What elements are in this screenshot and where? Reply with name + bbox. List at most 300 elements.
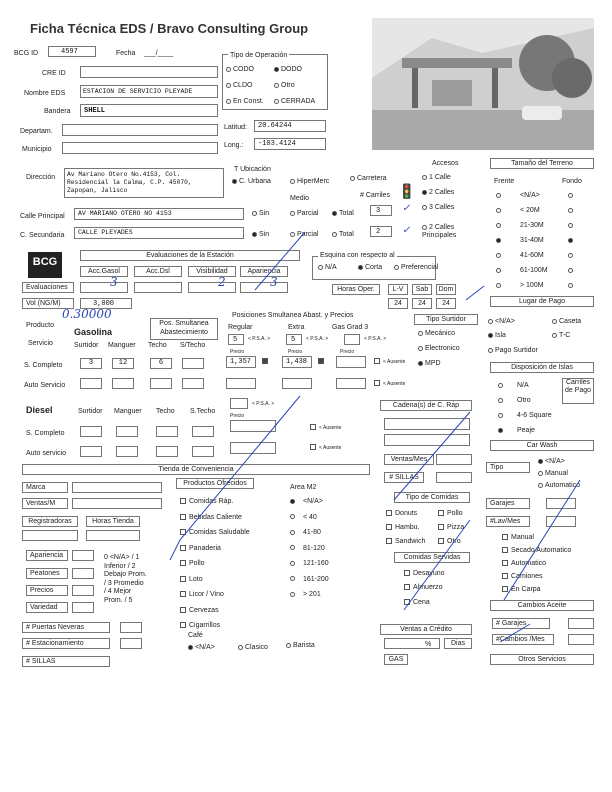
terreno-range-label: 31-40M — [520, 237, 544, 244]
bandera-field[interactable] — [80, 104, 218, 117]
latitud-field[interactable] — [254, 120, 326, 132]
departam-label: Departam. — [20, 128, 53, 135]
apariencia-field[interactable] — [72, 550, 94, 561]
tipo-comidas-header: Tipo de Comidas — [394, 492, 470, 503]
frente-option[interactable] — [496, 207, 503, 214]
comida-pizza[interactable]: Pizza — [438, 524, 464, 531]
eval-col-field[interactable] — [240, 282, 288, 293]
cadena-field-1[interactable] — [384, 418, 470, 430]
regular-label: Regular — [228, 324, 253, 331]
radio-icon — [350, 176, 355, 181]
otros-servicios-header: Otros Servicios — [490, 654, 594, 665]
checkbox-icon — [386, 538, 392, 544]
sec-parcial[interactable]: Parcial — [290, 231, 318, 238]
extra-psa-field[interactable]: 5 — [286, 334, 302, 345]
diesel-precio-label: Precio — [230, 413, 245, 419]
esquina-label: Esquina con respecto al — [320, 252, 395, 259]
disposicion-square[interactable]: 4-6 Square — [498, 412, 552, 419]
diesel-sc-ausente[interactable]: < Ausente — [310, 424, 341, 431]
longitud-field[interactable] — [254, 138, 326, 150]
producto-option[interactable] — [180, 498, 233, 505]
vol-value: 3,000 — [93, 300, 115, 308]
latitud-value: 20.64244 — [258, 122, 292, 130]
bcg-id-field[interactable] — [48, 46, 96, 57]
comida-hambu[interactable]: Hambu. — [386, 524, 420, 531]
rating-scale-line: 0 <N/A> / 1 — [104, 554, 140, 561]
esquina-corta[interactable]: Corta — [358, 264, 382, 271]
ubicacion-carretera[interactable]: Carretera — [350, 175, 387, 182]
eval-handwritten: 3 — [110, 275, 118, 289]
tipo-op-cldo[interactable]: CLDO — [226, 82, 252, 89]
gas-col-label: S/Techo — [180, 342, 206, 349]
checkbox-checked-icon — [318, 358, 324, 364]
checkbox-icon — [502, 547, 508, 553]
auto-regular-field[interactable] — [226, 378, 256, 389]
apariencia-label: Apariencia — [26, 550, 68, 561]
car-wash-tipo-label: Tipo — [486, 462, 530, 473]
checkbox-icon — [502, 560, 508, 566]
credito-percent-field[interactable]: % — [384, 638, 440, 649]
car-wash-automatico[interactable]: Automatico — [538, 482, 580, 489]
marca-field[interactable] — [72, 482, 162, 493]
gas-s-completo-field[interactable]: 12 — [112, 358, 134, 369]
cafe-na[interactable]: <N/A> — [188, 644, 215, 651]
radio-icon — [274, 99, 279, 104]
radio-icon — [290, 592, 295, 597]
regular-checkbox[interactable] — [262, 358, 271, 365]
gas-s-completo-field[interactable]: 6 — [150, 358, 172, 369]
latitud-label: Latitud: — [224, 124, 247, 131]
estacionamiento-field[interactable] — [120, 638, 142, 649]
radio-icon — [568, 283, 573, 288]
radio-icon — [488, 348, 493, 353]
cre-id-label: CRE ID — [42, 70, 66, 77]
checkbox-icon — [310, 424, 316, 430]
gas-station-image — [372, 18, 594, 150]
page-title: Ficha Técnica EDS / Bravo Consulting Group — [30, 21, 309, 36]
frente-option[interactable] — [496, 252, 503, 259]
grad3-precio-field[interactable] — [336, 356, 366, 368]
producto-label: Cervezas — [189, 606, 219, 614]
acceso-2-calles[interactable]: 2 Calles — [422, 189, 454, 196]
medio-sin[interactable]: Sin — [252, 210, 269, 217]
direccion-field[interactable] — [64, 168, 224, 198]
producto-option[interactable] — [180, 622, 220, 629]
radio-selected-icon — [418, 361, 423, 366]
producto-label: Comidas Saludable — [189, 529, 250, 536]
municipio-field[interactable] — [62, 142, 218, 154]
diesel-auto-stecho[interactable] — [192, 446, 214, 457]
radio-icon — [568, 268, 573, 273]
diesel-sc-precio[interactable] — [230, 420, 276, 432]
area-option[interactable] — [290, 529, 321, 536]
rating-scale-line: / 3 Promedio — [104, 579, 144, 587]
producto-option[interactable] — [180, 545, 221, 552]
auto-stecho-field[interactable] — [182, 378, 204, 389]
eval-col-label: Acc.Gasol — [80, 266, 128, 277]
registradoras-field[interactable] — [22, 530, 78, 541]
bandera-value: SHELL — [84, 107, 106, 115]
radio-selected-icon — [274, 67, 279, 72]
tipo-op-en-const[interactable]: En Const. — [226, 98, 264, 105]
horas-day-label: Sab — [412, 284, 432, 295]
grad3-psa-label: < P.S.A. > — [364, 336, 387, 342]
tipo-op-otro[interactable]: Otro — [274, 82, 295, 89]
comidas-servidas-header: Comidas Servidas — [394, 552, 470, 563]
radio-icon — [496, 283, 501, 288]
fondo-option[interactable] — [568, 237, 575, 244]
diesel-auto-precio[interactable] — [230, 442, 276, 454]
fondo-option[interactable] — [568, 192, 575, 199]
fondo-option[interactable] — [568, 282, 575, 289]
cafe-clasico[interactable]: Clasico — [238, 644, 268, 651]
area-option[interactable] — [290, 514, 317, 521]
radio-icon — [290, 514, 295, 519]
esquina-na[interactable]: N/A — [318, 264, 337, 271]
auto-surtidor-field[interactable] — [80, 378, 102, 389]
precios-label: Posiciones Smultanea Abast. y Precios — [232, 312, 354, 319]
comida-sandwich[interactable]: Sandwich — [386, 538, 425, 545]
car-wash-extra-option[interactable] — [502, 547, 571, 554]
diesel-psa-label: < P.S.A. > — [252, 401, 275, 407]
fondo-option[interactable] — [568, 222, 575, 229]
checkbox-icon — [180, 576, 186, 582]
cambios-mes-field[interactable] — [568, 634, 594, 645]
frente-option[interactable] — [496, 237, 503, 244]
fecha-label: Fecha — [116, 50, 136, 57]
radio-icon — [568, 253, 573, 258]
checkbox-icon — [404, 599, 410, 605]
pen-stroke — [466, 286, 484, 300]
tipo-op-codo[interactable]: CODO — [226, 66, 254, 73]
frente-option[interactable] — [496, 222, 503, 229]
diesel-sc-techo[interactable] — [156, 426, 178, 437]
vol-handwritten: 0.30000 — [62, 307, 112, 321]
pago-surtidor[interactable]: Pago Surtidor — [488, 347, 538, 354]
diesel-sc-stecho[interactable] — [192, 426, 214, 437]
rating-scale-line: / 4 Mejor — [104, 588, 132, 595]
diesel-auto-surtidor[interactable] — [80, 446, 102, 457]
checkbox-icon — [180, 622, 186, 628]
servida-desayuno[interactable]: Desayuno — [404, 570, 445, 577]
checkbox-icon — [374, 380, 380, 386]
precios-field[interactable] — [72, 585, 94, 596]
area-option[interactable] — [290, 576, 329, 583]
neveras-field[interactable] — [120, 622, 142, 633]
extra-label: Extra — [288, 324, 305, 331]
diesel-psa-field[interactable] — [230, 398, 248, 409]
auto-extra-field[interactable] — [282, 378, 312, 389]
pago-isla[interactable]: Isla — [488, 332, 506, 339]
servida-almuerzo[interactable]: Almuerzo — [404, 584, 443, 591]
disposicion-header: Disposición de Islas — [490, 362, 594, 373]
calle-principal-field[interactable] — [74, 208, 244, 220]
diesel-auto-manguer[interactable] — [116, 446, 138, 457]
nombre-eds-value: ESTACION DE SERVICIO PLEYADE — [83, 88, 193, 95]
longitud-label: Long.: — [224, 142, 244, 149]
radio-icon — [422, 175, 427, 180]
surtidor-mecanico[interactable]: Mecánico — [418, 330, 455, 337]
fondo-option[interactable] — [568, 207, 575, 214]
radio-selected-icon — [538, 459, 543, 464]
radio-icon — [290, 545, 295, 550]
radio-icon — [552, 319, 557, 324]
radio-icon — [568, 238, 573, 243]
terreno-range-label: <N/A> — [520, 192, 540, 199]
radio-icon — [238, 645, 243, 650]
direccion-value: Av Mariano Otero No.4153, Col. Residencial la Calma, C.P. 45070, Zapopan, Jalisco — [67, 171, 192, 194]
cadena-field-2[interactable] — [384, 434, 470, 446]
horas-day-field[interactable]: 24 — [436, 298, 456, 309]
area-option[interactable] — [290, 591, 321, 598]
radio-icon — [318, 265, 323, 270]
horas-tienda-field[interactable] — [86, 530, 140, 541]
radio-icon — [290, 211, 295, 216]
municipio-label: Municipio — [22, 146, 52, 153]
car-wash-extra-label: Secado Automatico — [511, 547, 572, 554]
cafe-barista[interactable]: Barista — [286, 642, 315, 649]
checkbox-icon — [502, 534, 508, 540]
producto-label: Producto — [26, 322, 55, 329]
eval-col-field[interactable] — [134, 282, 182, 293]
sillas-field[interactable] — [436, 472, 472, 483]
checkbox-icon — [404, 570, 410, 576]
frente-option[interactable] — [496, 267, 503, 274]
garajes-field[interactable] — [546, 498, 576, 509]
ubicacion-label: T Ubicación — [234, 166, 271, 173]
productos-header: Productos Ofrecidos — [176, 478, 254, 489]
fondo-label: Fondo — [562, 178, 582, 185]
dias-label: Dias — [444, 638, 472, 649]
sec-sin[interactable]: Sin — [252, 231, 269, 238]
car-wash-extra-option[interactable] — [502, 560, 546, 567]
fecha-value[interactable]: ___/____ — [144, 50, 174, 57]
surtidor-mpd[interactable]: MPD — [418, 360, 441, 367]
gasolina-title: Gasolina — [74, 327, 113, 337]
ubicacion-urbana[interactable]: C. Urbana — [232, 178, 271, 185]
pago-tc[interactable]: T-C — [552, 332, 570, 339]
eval-col-field[interactable] — [188, 282, 236, 293]
ventas-m-field[interactable] — [72, 498, 162, 509]
pago-na[interactable]: <N/A> — [488, 318, 515, 325]
checkbox-icon — [180, 545, 186, 551]
gas-col-label: Techo — [148, 342, 167, 349]
garajes-label: Garajes — [486, 498, 530, 509]
comida-otro[interactable]: Otro — [438, 538, 461, 545]
acceso-1-calle[interactable]: 1 Calle — [422, 174, 451, 181]
frente-option[interactable] — [496, 282, 503, 289]
auto-grad3-field[interactable] — [336, 378, 366, 389]
auto-ausente[interactable]: < Ausente — [374, 380, 405, 387]
car-wash-extra-option[interactable] — [502, 586, 541, 593]
ubicacion-hipermerc[interactable]: HiperMerc — [290, 178, 329, 185]
area-label: Area M2 — [290, 484, 317, 491]
precios-label: Precios — [26, 585, 68, 596]
pen-stroke — [404, 520, 470, 610]
radio-icon — [538, 471, 543, 476]
radio-icon — [552, 333, 557, 338]
producto-label: Bebidas Caliente — [189, 513, 242, 521]
acceso-3-calles[interactable]: 3 Calles — [422, 204, 454, 211]
lav-mes-field[interactable] — [546, 516, 576, 527]
carriles-principal-field[interactable]: 3 — [370, 205, 392, 216]
producto-label: Pollo — [189, 560, 205, 567]
check-mark-icon: ✓ — [402, 225, 411, 236]
area-option[interactable] — [290, 545, 325, 552]
producto-label: Loto — [189, 575, 203, 583]
gas-s-completo-field[interactable] — [182, 358, 204, 369]
car-wash-na[interactable]: <N/A> — [538, 458, 565, 465]
eval-col-field[interactable] — [80, 282, 128, 293]
carriles-secundaria-field[interactable]: 2 — [370, 226, 392, 237]
nombre-eds-label: Nombre EDS — [24, 90, 66, 97]
horas-label: Horas Oper. — [332, 284, 380, 295]
radio-icon — [568, 193, 573, 198]
producto-option[interactable] — [180, 576, 203, 583]
comida-donuts[interactable]: Donuts — [386, 510, 417, 517]
area-option[interactable] — [290, 560, 329, 567]
diesel-auto-ausente[interactable]: < Ausente — [310, 444, 341, 451]
tipo-op-cerrada[interactable]: CERRADA — [274, 98, 315, 105]
extra-psa-label: < P.S.A. > — [306, 336, 329, 342]
ventas-credito-header: Ventas a Crédito — [380, 624, 472, 635]
terreno-header: Tamaño del Terreno — [490, 158, 594, 169]
radio-icon — [568, 223, 573, 228]
producto-option[interactable] — [180, 560, 205, 567]
sillas-label: # SILLAS — [384, 472, 424, 483]
horas-day-field[interactable]: 24 — [412, 298, 432, 309]
departam-field[interactable] — [62, 124, 218, 136]
radio-icon — [498, 398, 503, 403]
variedad-field[interactable] — [72, 602, 94, 613]
radio-icon — [290, 499, 295, 504]
regular-psa-field[interactable]: 5 — [228, 334, 244, 345]
medio-parcial[interactable]: Parcial — [290, 210, 318, 217]
producto-option[interactable] — [180, 514, 242, 521]
calle-secundaria-value: CALLE PLEYADES — [78, 229, 133, 236]
extra-precio-field[interactable]: 1,438 — [282, 356, 312, 368]
surtidor-electronico[interactable]: Electronico — [418, 345, 460, 352]
lav-mes-label: #Lav/Mes — [486, 516, 530, 527]
nombre-eds-field[interactable] — [80, 85, 218, 98]
cre-id-field[interactable] — [80, 66, 218, 78]
pago-caseta[interactable]: Caseta — [552, 318, 581, 325]
car-wash-manual[interactable]: Manual — [538, 470, 568, 477]
rating-scale-line: Prom. / 5 — [104, 596, 133, 604]
car-wash-extra-option[interactable] — [502, 534, 534, 541]
radio-icon — [290, 530, 295, 535]
comida-pollo[interactable]: Pollo — [438, 510, 463, 517]
checkbox-icon — [386, 524, 392, 530]
producto-option[interactable] — [180, 529, 250, 536]
diesel-title: Diesel — [26, 405, 53, 415]
area-option[interactable] — [290, 498, 323, 505]
cambios-garajes-field[interactable] — [568, 618, 594, 629]
diesel-s-completo-label: S. Completo — [26, 430, 65, 437]
grad3-checkbox[interactable]: < Ausente — [374, 358, 405, 365]
disposicion-na[interactable]: N/A — [498, 382, 529, 389]
terreno-range-label: < 20M — [520, 207, 540, 214]
auto-manguer-field[interactable] — [112, 378, 134, 389]
radio-icon — [332, 232, 337, 237]
gas-s-completo-field[interactable]: 3 — [80, 358, 102, 369]
cambios-mes-label: #Cambios /Mes — [492, 634, 554, 645]
fondo-option[interactable] — [568, 252, 575, 259]
car-wash-extra-label: Automatico — [511, 560, 547, 567]
eval-col-label: Visibilidad — [188, 266, 236, 277]
fondo-option[interactable] — [568, 267, 575, 274]
horas-day-field[interactable]: 24 — [388, 298, 408, 309]
grad3-label: Gas Grad 3 — [332, 324, 369, 331]
disposicion-peaje[interactable]: Peaje — [498, 427, 535, 434]
car-wash-header: Car Wash — [490, 440, 594, 451]
station-photo — [372, 18, 594, 150]
radio-selected-icon — [188, 645, 193, 650]
producto-label: Comidas Ráp. — [189, 498, 234, 505]
ventas-mes-label: Ventas/Mes — [384, 454, 434, 465]
pos-simultanea-label: Pos. Smultanea Abastecimiento — [150, 318, 218, 340]
carriles-pago-label: Carriles de Pago — [562, 378, 594, 404]
medio-total[interactable]: Total — [332, 210, 354, 217]
marca-label: Marca — [22, 482, 68, 493]
peatones-field[interactable] — [72, 568, 94, 579]
cafe-label: Café — [188, 632, 203, 639]
calle-principal-value: AV MARIANO OTERO NO 4153 — [78, 210, 172, 217]
radio-selected-icon — [232, 179, 237, 184]
terreno-range-label: 41-60M — [520, 252, 544, 259]
extra-checkbox[interactable] — [318, 358, 327, 365]
diesel-col-label: S.Techo — [190, 408, 216, 415]
medio-label: Medio — [290, 195, 310, 202]
producto-option[interactable] — [180, 607, 219, 614]
diesel-auto-label: Auto servicio — [26, 450, 67, 457]
radio-selected-icon — [498, 428, 503, 433]
diesel-sc-manguer[interactable] — [116, 426, 138, 437]
calle-secundaria-field[interactable] — [74, 227, 244, 239]
auto-servicio-label: Auto Servicio — [24, 382, 66, 389]
radio-icon — [496, 238, 501, 243]
acceso-2-principales[interactable]: 2 Calles Principales — [422, 224, 457, 239]
area-label-text: 161-200 — [303, 575, 329, 583]
esquina-preferencial[interactable]: Preferencial — [394, 264, 438, 271]
grad3-psa-field[interactable] — [344, 334, 360, 345]
tipo-op-dodo[interactable]: DODO — [274, 66, 302, 73]
terreno-range-label: > 100M — [520, 282, 544, 289]
sec-total[interactable]: Total — [332, 231, 354, 238]
check-mark-icon: ✓ — [402, 203, 411, 214]
calle-secundaria-label: C. Secundaria — [20, 232, 65, 239]
horas-tienda-label: Horas Tienda — [86, 516, 140, 527]
auto-techo-field[interactable] — [150, 378, 172, 389]
radio-selected-icon — [252, 232, 257, 237]
servida-cena[interactable]: Cena — [404, 599, 430, 606]
diesel-auto-techo[interactable] — [156, 446, 178, 457]
tipo-operacion-label: Tipo de Operación — [230, 52, 288, 59]
regular-precio-field[interactable]: 1,357 — [226, 356, 256, 368]
ventas-mes-field[interactable] — [436, 454, 472, 465]
diesel-sc-surtidor[interactable] — [80, 426, 102, 437]
frente-option[interactable] — [496, 192, 503, 199]
diesel-col-label: Manguer — [114, 408, 142, 415]
car-wash-extra-option[interactable] — [502, 573, 543, 580]
producto-option[interactable] — [180, 591, 224, 598]
checkbox-icon — [180, 514, 186, 520]
tienda-sillas-label: # SILLAS — [22, 656, 110, 667]
disposicion-otro[interactable]: Otro — [498, 397, 531, 404]
producto-label: Cigarrillos — [189, 622, 221, 629]
ventas-m-label: Ventas/M — [22, 498, 68, 509]
traffic-light-icon: 🚦 — [398, 183, 416, 199]
